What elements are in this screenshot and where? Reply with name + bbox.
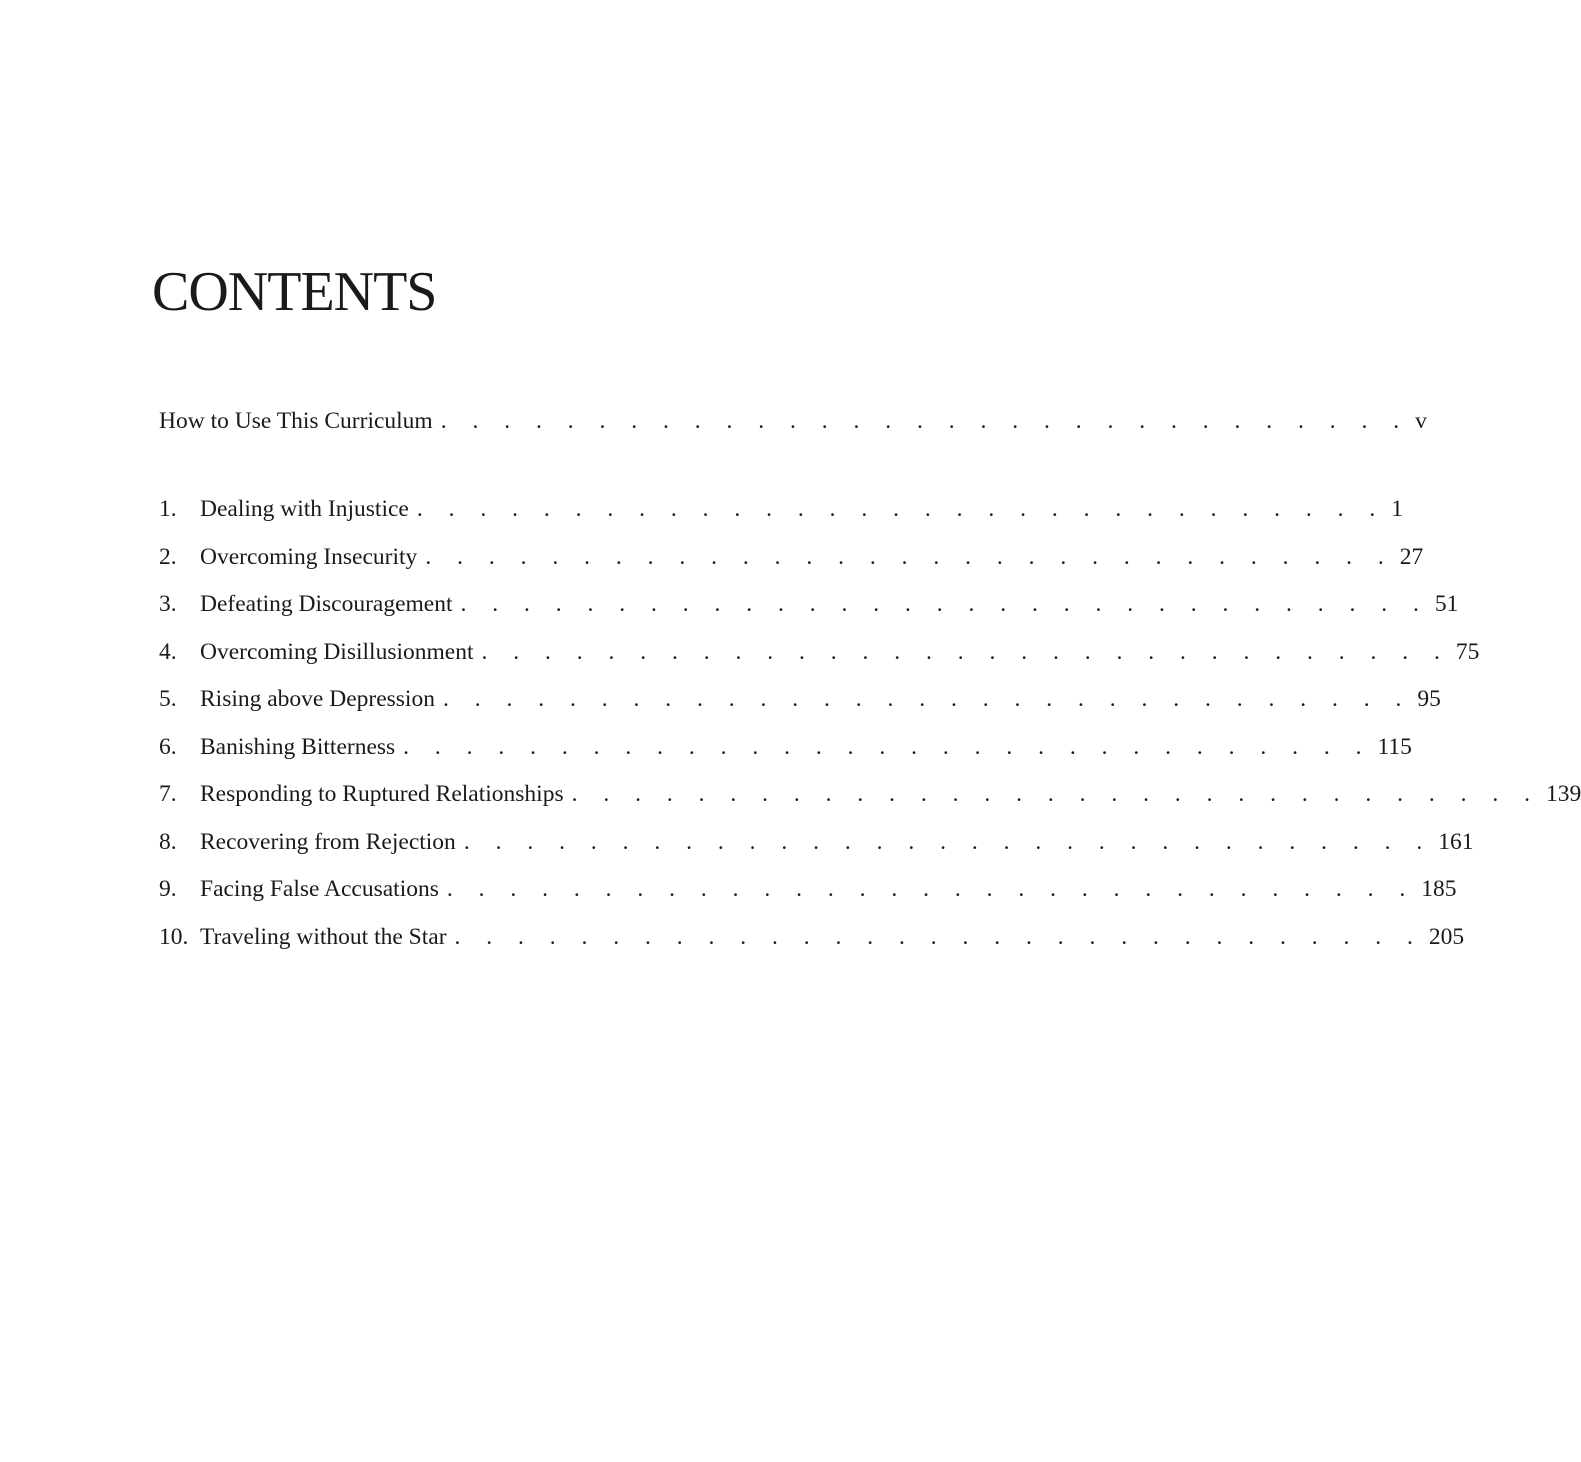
entry-title: How to Use This Curriculum <box>159 408 433 434</box>
chapter-number: 6. <box>159 734 177 760</box>
chapter-number: 8. <box>159 829 177 855</box>
chapter-number: 7. <box>159 781 177 807</box>
chapter-number: 3. <box>159 591 177 617</box>
entry-title: Defeating Discouragement <box>200 591 453 617</box>
entry-page-number: 1 <box>1391 496 1403 522</box>
dot-leader: . . . . . . . . . . . . . . . . . . . . . . . . . . . . . . . <box>425 544 1394 570</box>
entry-title: Overcoming Insecurity <box>200 544 418 570</box>
dot-leader: . . . . . . . . . . . . . . . . . . . . . . . . . . . . . . . <box>440 408 1410 434</box>
entry-title: Recovering from Rejection <box>200 829 456 855</box>
entry-title: Rising above Depression <box>200 686 435 712</box>
toc-entry-chapter-1[interactable] <box>159 492 1403 526</box>
dot-leader: . . . . . . . . . . . . . . . . . . . . . . . . . . . . . . . <box>463 829 1433 855</box>
entry-title: Dealing with Injustice <box>200 496 409 522</box>
toc-entry-chapter-10[interactable] <box>159 920 1465 954</box>
toc-entry-chapter-7[interactable] <box>159 777 1581 811</box>
dot-leader: . . . . . . . . . . . . . . . . . . . . . . . . . . . . . . . <box>454 924 1423 950</box>
dot-leader: . . . . . . . . . . . . . . . . . . . . . . . . . . . . . . . <box>571 781 1540 807</box>
entry-title: Overcoming Disillusionment <box>200 639 474 665</box>
entry-page-number: 95 <box>1417 686 1441 712</box>
entry-title: Facing False Accusations <box>200 876 439 902</box>
toc-entry-chapter-5[interactable] <box>159 682 1441 716</box>
dot-leader: . . . . . . . . . . . . . . . . . . . . . . . . . . . . . . . <box>446 876 1416 902</box>
chapter-number: 2. <box>159 544 177 570</box>
entry-page-number: 27 <box>1399 544 1424 570</box>
dot-leader: . . . . . . . . . . . . . . . . . . . . . . . . . . . . . . . <box>416 496 1386 522</box>
entry-title: Banishing Bitterness <box>200 734 396 760</box>
entry-page-number: 75 <box>1455 639 1480 665</box>
chapter-number: 9. <box>159 876 177 902</box>
entry-page-number: 205 <box>1428 924 1465 950</box>
chapter-number: 1. <box>159 496 177 522</box>
toc-entry-chapter-2[interactable] <box>159 540 1424 574</box>
dot-leader: . . . . . . . . . . . . . . . . . . . . . . . . . . . . . . . <box>442 686 1412 712</box>
toc-entry-chapter-4[interactable] <box>159 635 1480 669</box>
entry-title: Responding to Ruptured Relationships <box>200 781 564 807</box>
toc-entry-chapter-6[interactable] <box>159 730 1412 764</box>
dot-leader: . . . . . . . . . . . . . . . . . . . . . . . . . . . . . . . <box>460 591 1429 617</box>
entry-page-number: 161 <box>1438 829 1474 855</box>
entry-page-number: 51 <box>1434 591 1459 617</box>
toc-entry-chapter-8[interactable] <box>159 825 1474 859</box>
chapter-number: 4. <box>159 639 177 665</box>
dot-leader: . . . . . . . . . . . . . . . . . . . . . . . . . . . . . . . <box>481 639 1450 665</box>
page-title: CONTENTS <box>152 261 437 323</box>
entry-page-number: v <box>1415 408 1427 434</box>
toc-entry-chapter-9[interactable] <box>159 872 1457 906</box>
entry-page-number: 185 <box>1421 876 1457 902</box>
toc-entry-front-matter[interactable] <box>159 404 1427 438</box>
chapter-number: 5. <box>159 686 177 712</box>
entry-page-number: 115 <box>1377 734 1412 760</box>
entry-title: Traveling without the Star <box>200 924 447 950</box>
dot-leader: . . . . . . . . . . . . . . . . . . . . . . . . . . . . . . . <box>403 734 1372 760</box>
toc-entry-chapter-3[interactable] <box>159 587 1459 621</box>
entry-page-number: 139 <box>1545 781 1581 807</box>
chapter-number: 10. <box>159 924 189 950</box>
